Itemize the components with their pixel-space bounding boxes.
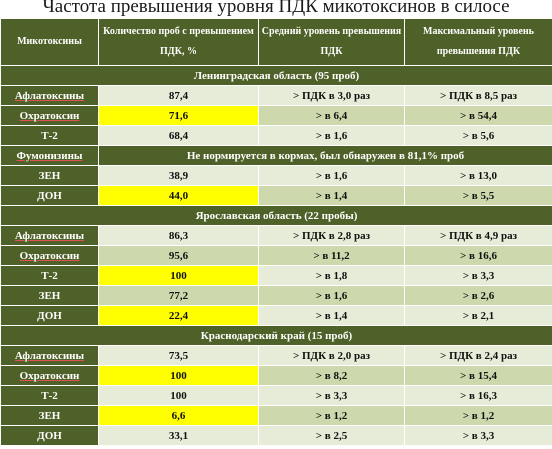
toxin-label: Афлатоксины — [14, 229, 85, 242]
table-row — [1, 226, 552, 246]
toxin-name — [1, 386, 99, 406]
max-cell: > в 3,3 — [405, 266, 552, 286]
avg-cell: > ПДК в 2,8 раз — [259, 226, 405, 246]
header-mycotoxins: Микотоксины — [1, 19, 99, 66]
max-cell: > в 2,6 — [405, 286, 552, 306]
header-percent: Количество проб с превышением ПДК, % — [99, 19, 259, 66]
percent-cell: 100 — [99, 386, 259, 406]
avg-cell: > ПДК в 2,0 раз — [259, 346, 405, 366]
table-row — [1, 186, 552, 206]
region-row — [1, 66, 552, 86]
table-row — [1, 306, 552, 326]
avg-cell: > в 6,4 — [259, 106, 405, 126]
percent-cell: 38,9 — [99, 166, 259, 186]
percent-cell: 73,5 — [99, 346, 259, 366]
avg-cell: > ПДК в 3,0 раз — [259, 86, 405, 106]
max-cell: > в 16,3 — [405, 386, 552, 406]
page-title: Частота превышения уровня ПДК микотоксинов в силосе — [42, 0, 510, 17]
avg-cell: > в 2,5 — [259, 426, 405, 446]
avg-cell: > в 8,2 — [259, 366, 405, 386]
toxin-name — [1, 366, 99, 386]
max-cell: > в 54,4 — [405, 106, 552, 126]
region-row — [1, 206, 552, 226]
toxin-label: Афлатоксины — [14, 349, 85, 362]
percent-cell: 6,6 — [99, 406, 259, 426]
toxin-name — [1, 266, 99, 286]
table-row — [1, 286, 552, 306]
table-row — [1, 86, 552, 106]
toxin-name — [1, 346, 99, 366]
percent-cell: 100 — [99, 366, 259, 386]
toxin-label: Т-2 — [41, 269, 58, 282]
toxin-name — [1, 246, 99, 266]
avg-cell: > в 1,4 — [259, 306, 405, 326]
mycotoxin-table — [0, 18, 552, 446]
max-cell: > в 16,6 — [405, 246, 552, 266]
max-cell: > в 5,5 — [405, 186, 552, 206]
toxin-label: Т-2 — [41, 389, 58, 402]
toxin-name — [1, 226, 99, 246]
toxin-name — [1, 426, 99, 446]
toxin-label: Охратоксин — [19, 249, 80, 262]
toxin-label: ДОН — [37, 429, 62, 442]
avg-cell: > в 1,6 — [259, 286, 405, 306]
avg-cell: > в 1,8 — [259, 266, 405, 286]
toxin-label: ЗЕН — [38, 409, 61, 422]
avg-cell: > в 1,6 — [259, 126, 405, 146]
note-cell: Не нормируется в кормах, был обнаружен в 81,1% проб — [99, 146, 552, 166]
avg-cell: > в 1,6 — [259, 166, 405, 186]
percent-cell: 44,0 — [99, 186, 259, 206]
table-row — [1, 166, 552, 186]
region-title: Краснодарский край (15 проб) — [1, 326, 552, 346]
toxin-name — [1, 86, 99, 106]
region-title: Ярославская область (22 пробы) — [1, 206, 552, 226]
toxin-label: Охратоксин — [19, 109, 80, 122]
toxin-name — [1, 166, 99, 186]
toxin-label: Т-2 — [41, 129, 58, 142]
toxin-name — [1, 186, 99, 206]
toxin-label: Охратоксин — [19, 369, 80, 382]
percent-cell: 77,2 — [99, 286, 259, 306]
max-cell: > ПДК в 2,4 раз — [405, 346, 552, 366]
max-cell: > в 5,6 — [405, 126, 552, 146]
max-cell: > ПДК в 4,9 раз — [405, 226, 552, 246]
table-row — [1, 246, 552, 266]
table-row — [1, 386, 552, 406]
max-cell: > в 3,3 — [405, 426, 552, 446]
percent-cell: 86,3 — [99, 226, 259, 246]
percent-cell: 22,4 — [99, 306, 259, 326]
toxin-name — [1, 146, 99, 166]
toxin-name — [1, 106, 99, 126]
avg-cell: > в 1,4 — [259, 186, 405, 206]
avg-cell: > в 11,2 — [259, 246, 405, 266]
toxin-name — [1, 126, 99, 146]
table-header-row — [1, 19, 552, 66]
header-max-level: Максимальный уровень превышения ПДК — [405, 19, 552, 66]
table-row — [1, 266, 552, 286]
percent-cell: 68,4 — [99, 126, 259, 146]
table-row — [1, 346, 552, 366]
table-row — [1, 126, 552, 146]
max-cell: > в 15,4 — [405, 366, 552, 386]
toxin-label: ДОН — [37, 309, 62, 322]
percent-cell: 33,1 — [99, 426, 259, 446]
toxin-name — [1, 306, 99, 326]
avg-cell: > в 3,3 — [259, 386, 405, 406]
percent-cell: 87,4 — [99, 86, 259, 106]
avg-cell: > в 1,2 — [259, 406, 405, 426]
max-cell: > в 1,2 — [405, 406, 552, 426]
region-row — [1, 326, 552, 346]
max-cell: > в 13,0 — [405, 166, 552, 186]
region-title: Ленинградская область (95 проб) — [1, 66, 552, 86]
max-cell: > в 2,1 — [405, 306, 552, 326]
table-row — [1, 366, 552, 386]
table-row — [1, 106, 552, 126]
table-row — [1, 426, 552, 446]
toxin-name — [1, 406, 99, 426]
percent-cell: 71,6 — [99, 106, 259, 126]
max-cell: > ПДК в 8,5 раз — [405, 86, 552, 106]
table-row — [1, 146, 552, 166]
toxin-label: Афлатоксины — [14, 89, 85, 102]
table-body — [1, 66, 552, 446]
toxin-name — [1, 286, 99, 306]
toxin-label: ДОН — [37, 189, 62, 202]
toxin-label: Фумонизины — [16, 149, 83, 162]
table-row — [1, 406, 552, 426]
toxin-label: ЗЕН — [38, 289, 61, 302]
percent-cell: 100 — [99, 266, 259, 286]
toxin-label: ЗЕН — [38, 169, 61, 182]
percent-cell: 95,6 — [99, 246, 259, 266]
header-avg-level: Средний уровень превышения ПДК — [259, 19, 405, 66]
